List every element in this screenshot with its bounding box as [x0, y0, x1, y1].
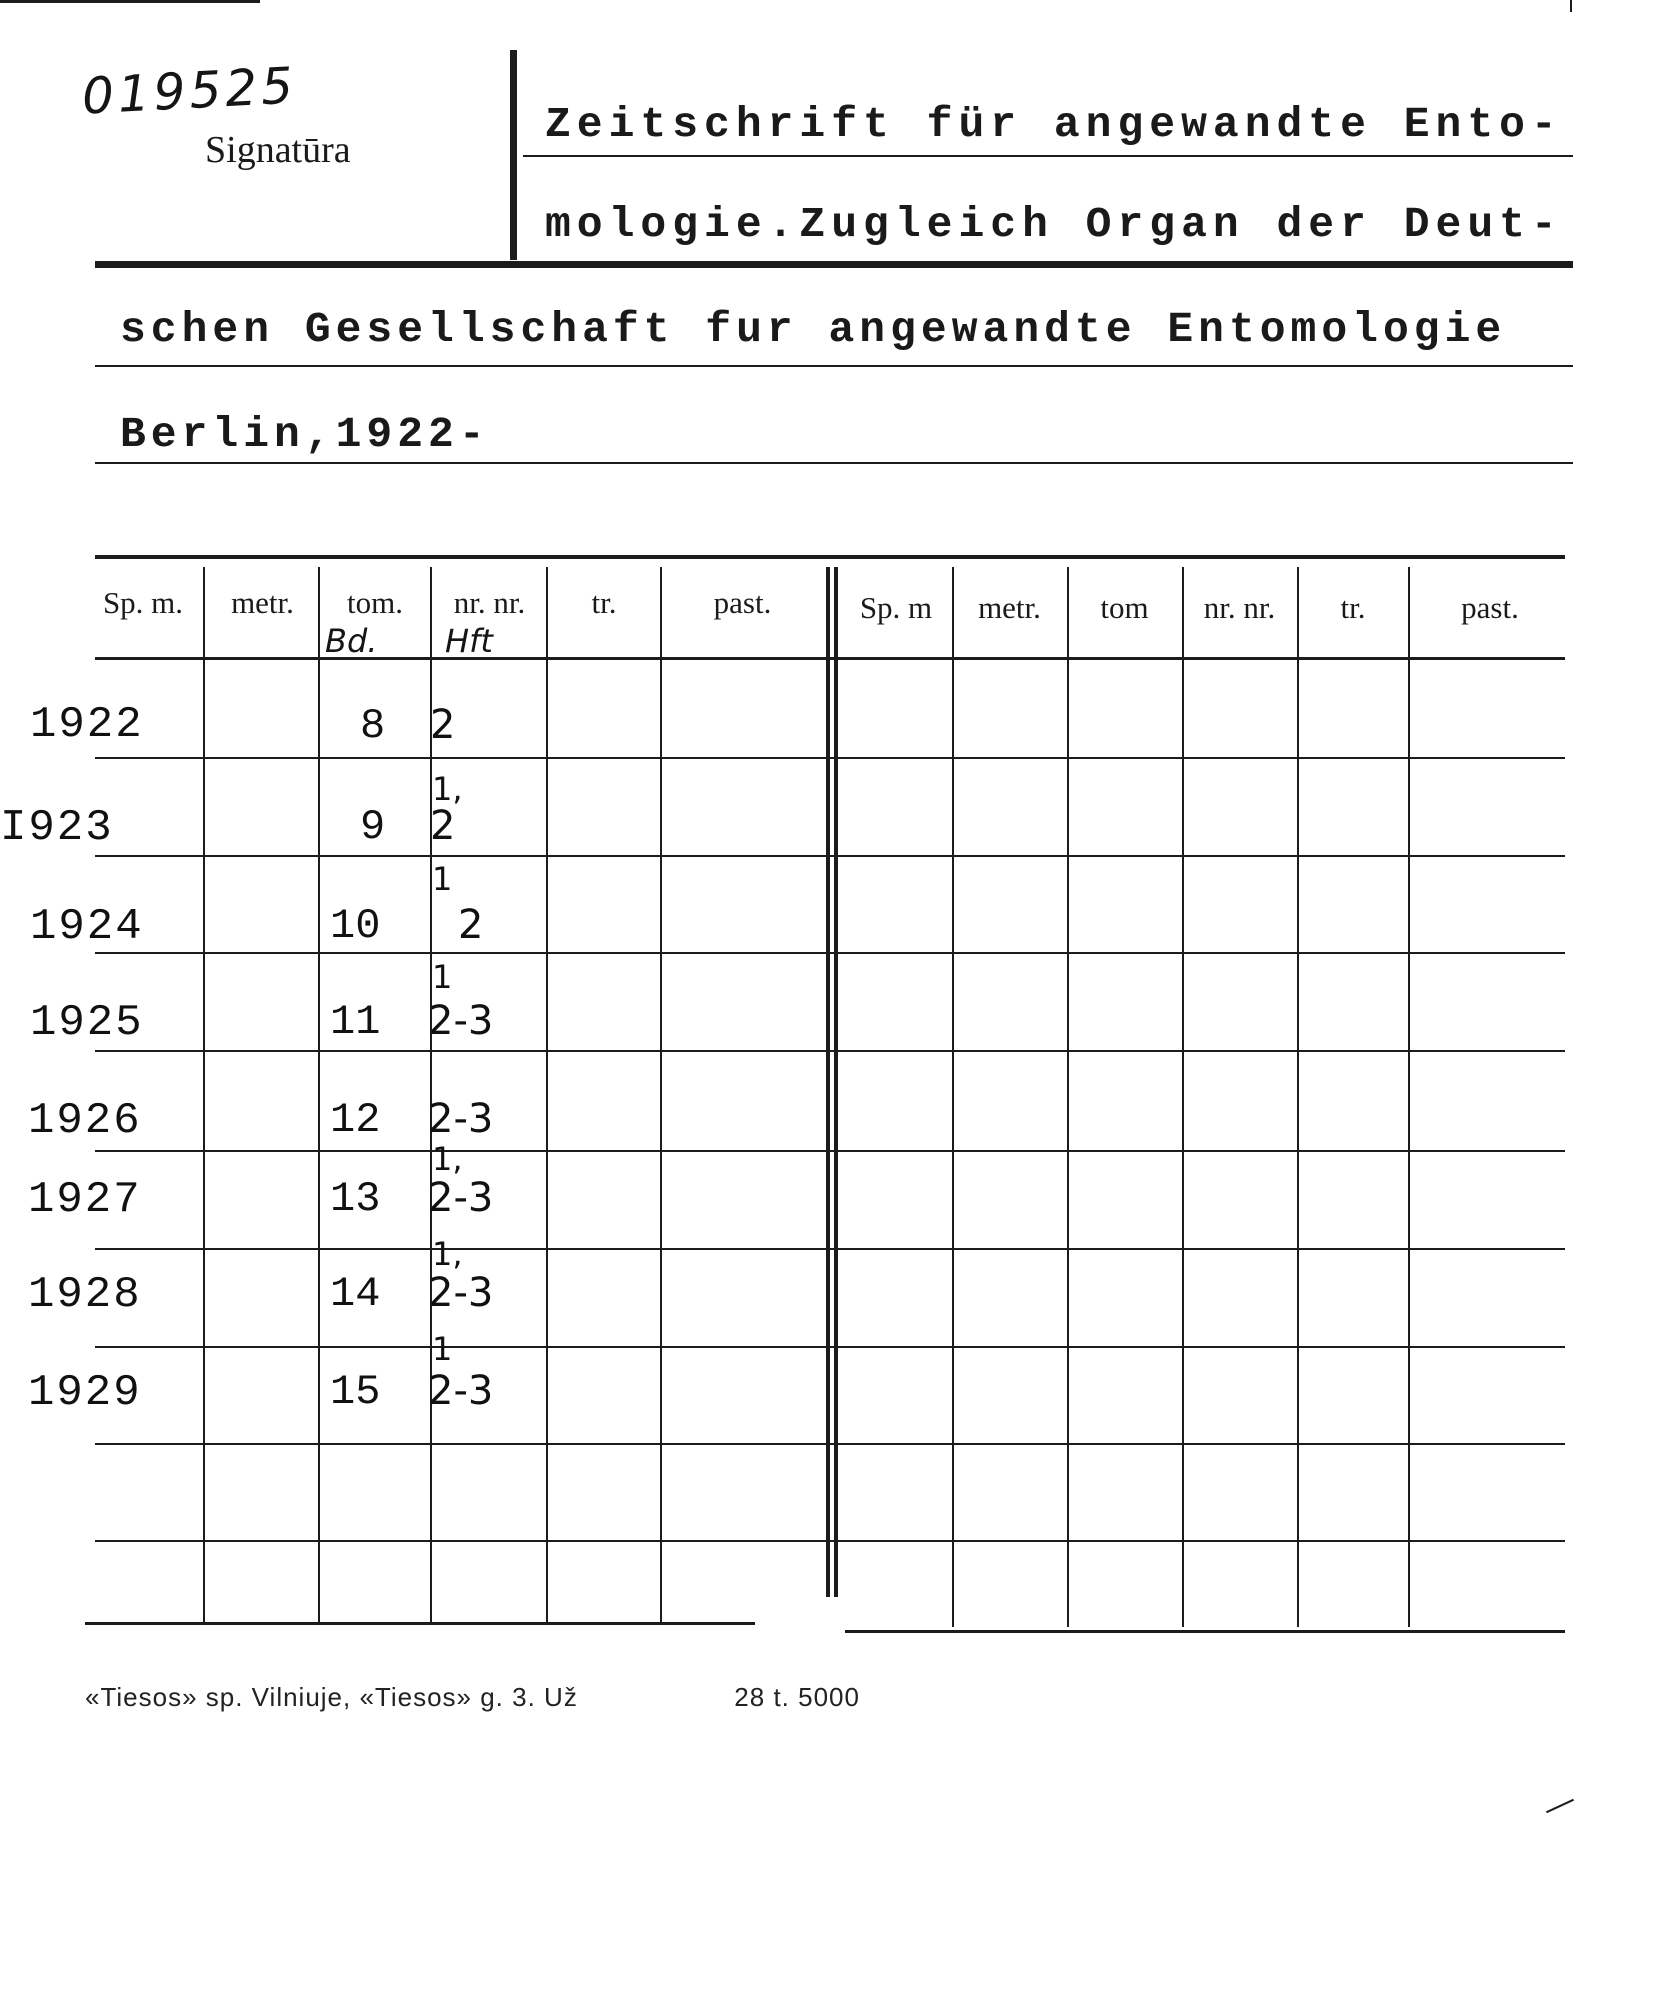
scan-mark	[1570, 0, 1572, 12]
scan-mark	[1546, 1799, 1574, 1813]
row-issue-first: 1	[432, 1330, 453, 1368]
header-metr: metr.	[231, 585, 294, 620]
row-rule	[95, 855, 1565, 857]
imprint-run: 28 t. 5000	[734, 1682, 860, 1712]
row-rule	[95, 1050, 1565, 1052]
grid-vline	[1297, 567, 1299, 1627]
row-rule	[95, 1248, 1565, 1250]
header-metr-right: metr.	[978, 590, 1041, 625]
row-year: 1924	[30, 902, 144, 952]
header-past: past.	[713, 585, 772, 620]
call-number: 019525	[80, 56, 299, 126]
header-tr-right: tr.	[1340, 590, 1366, 625]
row-volume: 10	[330, 902, 381, 950]
header-nr-nr: nr. nr.	[453, 585, 526, 620]
row-rule	[95, 1346, 1565, 1348]
header-tr: tr.	[591, 585, 617, 620]
title-heavy-rule	[95, 261, 1573, 268]
row-year: I923	[0, 803, 114, 853]
row-issue-first: 1	[432, 958, 453, 996]
grid-vline	[1182, 567, 1184, 1627]
row-year: 1922	[30, 700, 144, 750]
row-issue: 2-3	[428, 1270, 494, 1316]
header-note-bd: Bd.	[325, 622, 378, 660]
row-volume: 14	[330, 1270, 381, 1318]
header-nr-nr-right: nr. nr.	[1203, 590, 1276, 625]
row-issue-first: 1,	[432, 1235, 463, 1273]
row-rule	[95, 1443, 1565, 1445]
printer-imprint	[85, 1682, 860, 1713]
row-issue: 2-3	[428, 998, 494, 1044]
row-rule	[95, 1150, 1565, 1152]
row-issue-first: 1,	[432, 1140, 463, 1178]
title-line-4: Berlin,1922-	[120, 410, 490, 459]
row-issue: 2	[458, 902, 484, 948]
grid-vline	[1067, 567, 1069, 1627]
header-note-hft: Hft	[445, 622, 493, 660]
table-header-rule	[95, 657, 1565, 660]
header-sp-m: Sp. m.	[102, 585, 184, 620]
row-issue: 2-3	[428, 1175, 494, 1221]
row-rule	[95, 1540, 1565, 1542]
header-divider	[510, 50, 517, 260]
row-issue: 2	[430, 803, 456, 849]
header-sp-m-right: Sp. m	[859, 590, 933, 625]
row-issue-first: 1,	[432, 770, 463, 808]
row-volume: 9	[360, 803, 386, 851]
row-year: 1925	[30, 998, 144, 1048]
grid-vline	[952, 567, 954, 1627]
title-line-1: Zeitschrift für angewandte Ento-	[545, 100, 1563, 149]
row-year: 1929	[28, 1368, 142, 1418]
row-issue: 2-3	[428, 1368, 494, 1414]
title-rule-4	[95, 462, 1573, 464]
row-issue: 2	[430, 702, 456, 748]
row-year: 1928	[28, 1270, 142, 1320]
header-tom-right: tom	[1100, 590, 1149, 625]
row-volume: 8	[360, 702, 386, 750]
table-top-rule	[95, 555, 1565, 559]
row-volume: 13	[330, 1175, 381, 1223]
row-volume: 15	[330, 1368, 381, 1416]
table-bottom-rule	[845, 1630, 1565, 1633]
grid-vline	[1408, 567, 1410, 1627]
row-rule	[95, 757, 1565, 759]
row-rule	[95, 952, 1565, 954]
title-rule-3	[95, 365, 1573, 367]
header-past-right: past.	[1461, 590, 1519, 625]
grid-vline	[546, 567, 548, 1622]
row-volume: 12	[330, 1096, 381, 1144]
scan-mark	[0, 0, 260, 3]
title-line-2: mologie.Zugleich Organ der Deut-	[545, 200, 1563, 249]
imprint-text: «Tiesos» sp. Vilniuje, «Tiesos» g. 3. Už	[85, 1682, 578, 1712]
table-bottom-rule	[85, 1622, 755, 1625]
grid-vline	[203, 567, 205, 1622]
signature-label: Signatūra	[205, 129, 351, 171]
title-line-3: schen Gesellschaft fur angewandte Entomologie	[120, 305, 1507, 354]
grid-vline	[318, 567, 320, 1622]
row-year: 1926	[28, 1096, 142, 1146]
header-tom: tom.	[347, 585, 403, 620]
row-year: 1927	[28, 1175, 142, 1225]
grid-vline	[660, 567, 662, 1622]
row-issue: 2-3	[428, 1096, 494, 1142]
title-rule-1	[523, 155, 1573, 157]
row-issue-first: 1	[432, 860, 453, 898]
row-volume: 11	[330, 998, 381, 1046]
